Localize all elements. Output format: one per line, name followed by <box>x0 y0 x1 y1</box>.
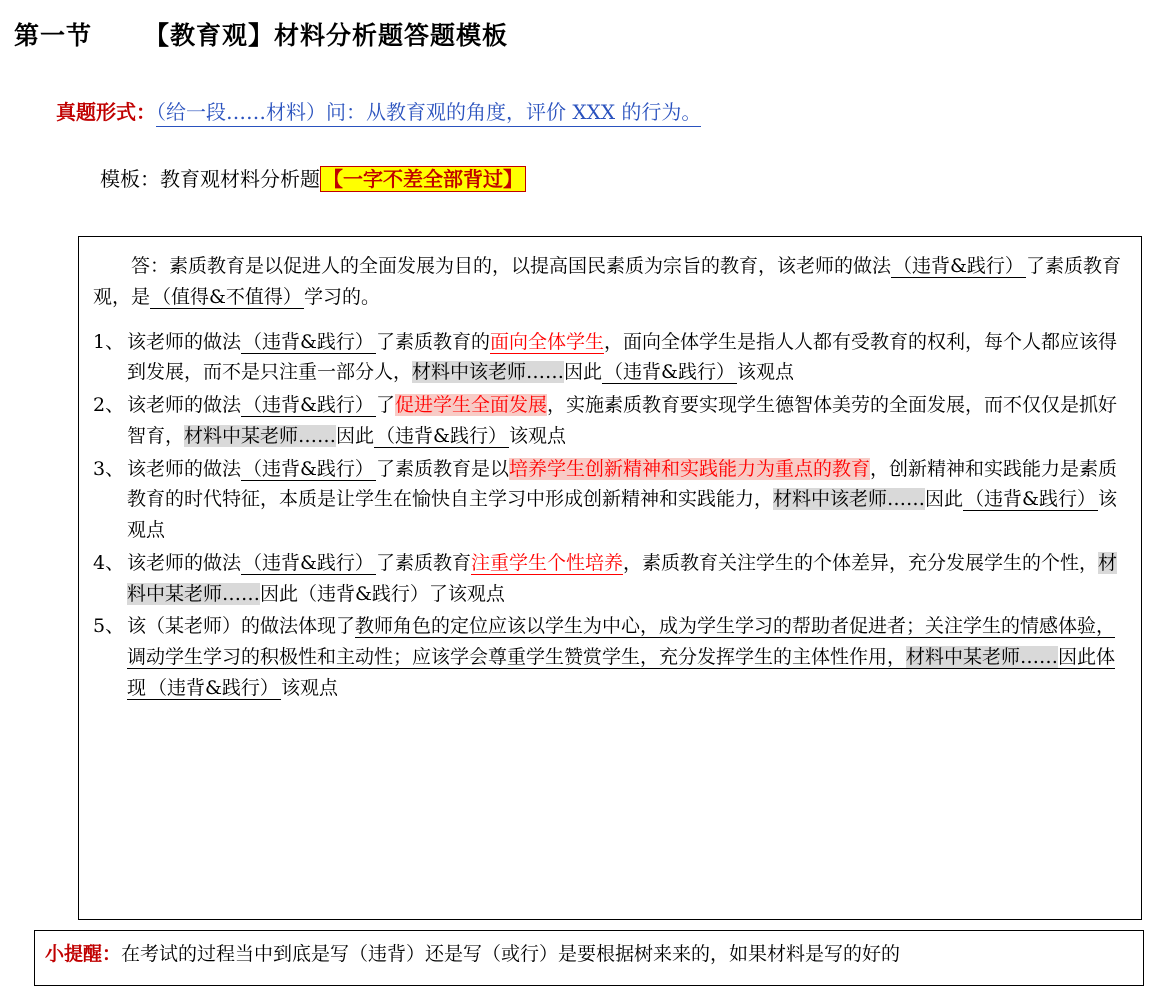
item-text-4: 因此 <box>564 361 603 384</box>
item-number: 3、 <box>93 457 125 480</box>
list-item <box>93 548 1123 610</box>
item-text-1: 该老师的做法 <box>127 551 242 574</box>
intro-blank-1: （违背&践行） <box>893 255 1024 277</box>
intro-blank-2: （值得&不值得） <box>152 285 302 308</box>
item-keyword: 注重学生个性培养 <box>470 551 623 574</box>
item-text-1: 该老师的做法 <box>127 394 242 417</box>
answer-points-list <box>93 327 1123 704</box>
tip-box <box>34 930 1144 986</box>
item-material-placeholder: 材料中该老师…… <box>412 361 565 384</box>
item-blank-1: （违背&践行） <box>243 457 374 480</box>
section-title: 【教育观】材料分析题答题模板 <box>144 21 509 50</box>
intro-text-3: 学习的。 <box>303 285 380 308</box>
item-blank-2: （违背&践行） <box>604 361 735 384</box>
exam-format-line <box>56 96 701 125</box>
item-number: 2、 <box>93 394 125 417</box>
item-keyword: 促进学生全面发展 <box>394 394 547 417</box>
item-body <box>127 390 1123 452</box>
item-number: 1、 <box>93 330 125 353</box>
item-text-5: 该观点 <box>736 361 794 384</box>
list-item <box>93 390 1123 452</box>
item-body <box>127 611 1123 703</box>
item-body <box>127 548 1123 610</box>
template-highlight: 【一字不差全部背过】 <box>320 166 526 192</box>
item-text-5: 该观点 <box>127 488 1117 542</box>
tip-label: 小提醒： <box>45 943 122 965</box>
item-body <box>127 454 1123 546</box>
item-text-5: 该观点 <box>508 424 566 447</box>
template-prefix: 模板：教育观材料分析题 <box>100 167 320 191</box>
item5-text-1: 该（某老师）的做法体现了 <box>127 615 356 638</box>
item-text-3: ，面向全体学生是指人人都有受教育的权利，每个人都应该得到发展，而不是只注重一部分人， <box>127 330 1117 384</box>
item5-text-2: 因此体现 <box>127 646 1116 699</box>
exam-format-text: （给一段……材料）问：从教育观的角度，评价 XXX 的行为。 <box>156 100 701 127</box>
item-blank-2: （违背&践行） <box>376 424 507 447</box>
answer-intro-paragraph <box>93 251 1123 313</box>
item-text-4: 因此 <box>925 488 964 511</box>
item-material-placeholder: 材料中某老师…… <box>127 551 1117 605</box>
item-text-2: 了素质教育的 <box>375 330 490 353</box>
item-material-placeholder: 材料中该老师…… <box>773 488 926 511</box>
list-item <box>93 454 1123 546</box>
item-text-1: 该老师的做法 <box>127 457 242 480</box>
item5-underlined-run: 教师角色的定位应该以学生为中心，成为学生学习的帮助者促进者；关注学生的情感体验，调动学生学习的积极性和主动性；应该学会尊重学生赞赏学生，充分发挥学生的主体性作用， <box>127 615 1116 669</box>
item-text-3: ，创新精神和实践能力是素质教育的时代特征，本质是让学生在愉快自主学习中形成创新精神和实践能力， <box>127 457 1117 511</box>
item-material-placeholder: 材料中某老师…… <box>184 424 337 447</box>
page-title <box>14 16 508 52</box>
intro-text-1: 答：素质教育是以促进人的全面发展为目的，以提高国民素质为宗旨的教育，该老师的做法 <box>131 255 892 277</box>
item-number: 5、 <box>93 615 125 638</box>
template-line <box>100 163 526 192</box>
exam-format-label: 真题形式： <box>56 100 156 124</box>
item5-text-3: 该观点 <box>280 676 338 699</box>
answer-template-box <box>78 236 1142 920</box>
item-blank-2: （违背&践行） <box>965 488 1096 511</box>
item5-blank: （违背&践行） <box>148 676 279 699</box>
item-keyword: 培养学生创新精神和实践能力为重点的教育 <box>508 457 870 480</box>
item-blank-1: （违背&践行） <box>243 551 374 574</box>
item-text-3: ，实施素质教育要实现学生德智体美劳的全面发展，而不仅仅是抓好智育， <box>127 394 1117 447</box>
item-text-4: 因此（违背&践行）了该观点 <box>260 582 505 605</box>
item-text-3: ，素质教育关注学生的个体差异，充分发展学生的个性， <box>622 551 1098 574</box>
item-text-4: 因此 <box>336 424 375 447</box>
item-text-2: 了 <box>375 394 395 417</box>
list-item <box>93 327 1123 389</box>
item-text-2: 了素质教育 <box>375 551 471 574</box>
item-blank-1: （违背&践行） <box>243 330 374 353</box>
item-blank-1: （违背&践行） <box>243 394 374 417</box>
item5-material-placeholder: 材料中某老师…… <box>906 646 1059 669</box>
item-text-1: 该老师的做法 <box>127 330 242 353</box>
section-number: 第一节 <box>14 21 93 50</box>
list-item <box>93 611 1123 703</box>
intro-text-2: 了素质教育观，是 <box>93 255 1121 308</box>
item-body <box>127 327 1123 389</box>
item-text-2: 了素质教育是以 <box>375 457 509 480</box>
item-keyword: 面向全体学生 <box>489 330 604 353</box>
tip-text: 在考试的过程当中到底是写（违背）还是写（或行）是要根据树来来的，如果材料是写的好的 <box>121 943 901 965</box>
item-number: 4、 <box>93 551 125 574</box>
